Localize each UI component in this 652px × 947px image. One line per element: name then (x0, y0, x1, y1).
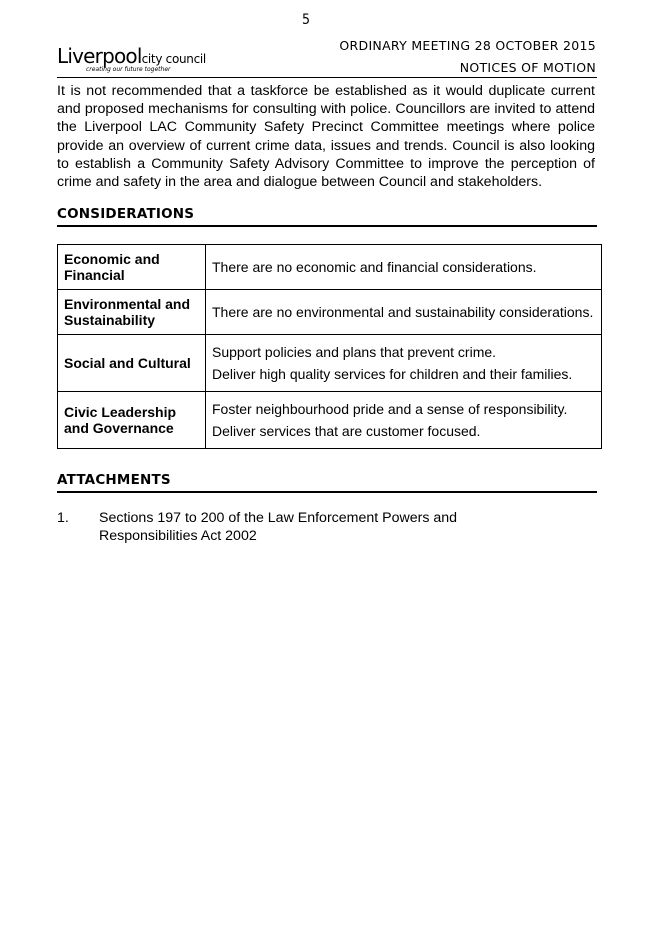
row-label-civic: Civic Leadership and Governance (58, 392, 206, 449)
table-row (58, 392, 602, 449)
meeting-title: ORDINARY MEETING 28 OCTOBER 2015 (339, 38, 596, 53)
consideration-line: There are no environmental and sustainability considerations. (212, 304, 594, 320)
attachments-heading: ATTACHMENTS (57, 472, 597, 493)
consideration-line: Foster neighbourhood pride and a sense of responsibility. (212, 401, 568, 417)
row-text-social (206, 335, 602, 392)
attachment-link[interactable]: Sections 197 to 200 of the Law Enforcement Powers and Responsibilities Act 2002 (99, 510, 458, 544)
table-row (58, 290, 602, 335)
table-row (58, 335, 602, 392)
consideration-line: Deliver services that are customer focused. (212, 423, 481, 439)
attachment-number: 1. (57, 510, 69, 526)
table-row (58, 245, 602, 290)
liverpool-city-council-logo (57, 44, 206, 73)
row-text-civic (206, 392, 602, 449)
row-label-social: Social and Cultural (58, 335, 206, 392)
considerations-table (57, 244, 602, 449)
header-divider (57, 77, 597, 78)
intro-paragraph: It is not recommended that a taskforce be established as it would duplicate current and proposed mechanisms for consulting with police. Councillors are invited to attend the Liverpool LAC Community Safety Precinct Committee meetings where police provide an overview of current crime data, issues and trends. Council is also looking to establish a Community Safety Advisory Committee to improve the perception of crime and safety in the area and dialogue between Council and stakeholders. (57, 83, 595, 191)
consideration-line: Deliver high quality services for children and their families. (212, 366, 573, 382)
logo-main-text: Liverpool (57, 44, 142, 68)
considerations-heading: CONSIDERATIONS (57, 206, 597, 227)
consideration-line: There are no economic and financial considerations. (212, 259, 537, 275)
row-text-economic (206, 245, 602, 290)
row-text-environmental (206, 290, 602, 335)
logo-tagline: creating our future together (86, 66, 171, 73)
section-title: NOTICES OF MOTION (459, 60, 596, 75)
logo-sub-text: city council (141, 52, 206, 66)
consideration-line: Support policies and plans that prevent crime. (212, 344, 497, 360)
page-number: 5 (301, 12, 310, 28)
row-label-environmental: Environmental and Sustainability (58, 290, 206, 335)
row-label-economic: Economic and Financial (58, 245, 206, 290)
